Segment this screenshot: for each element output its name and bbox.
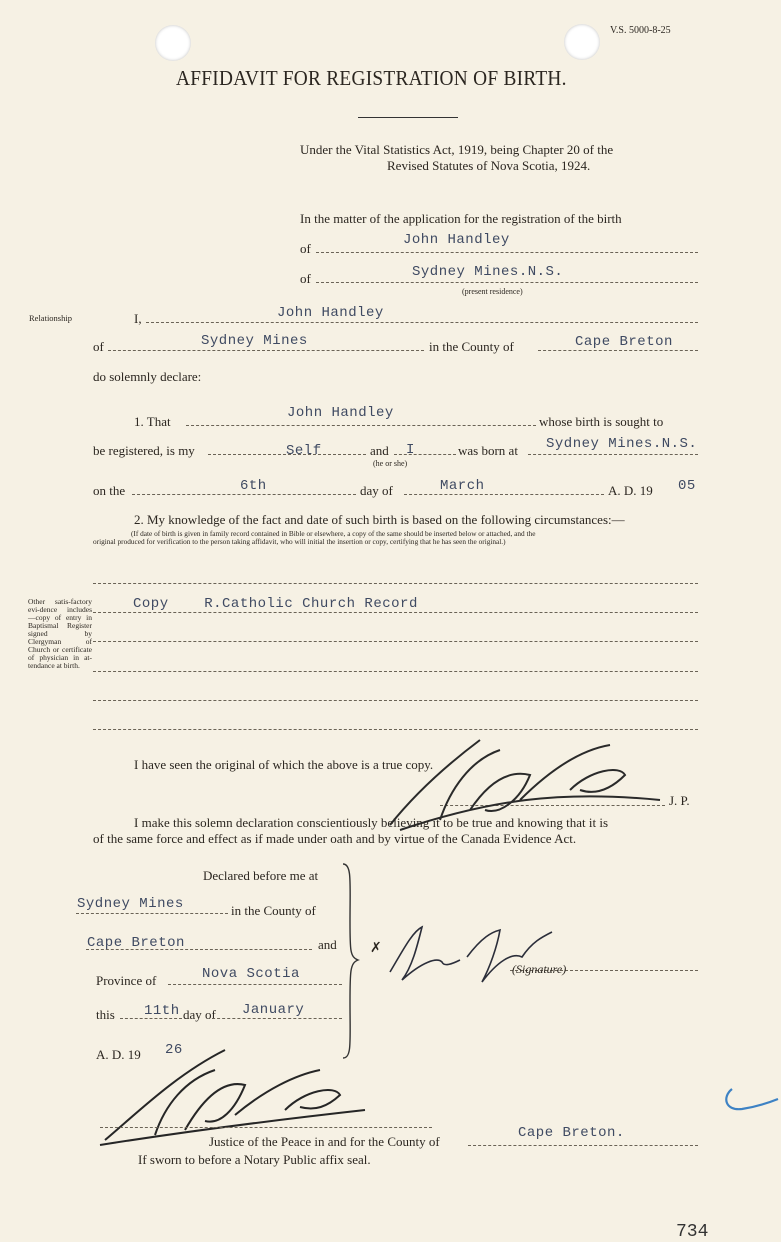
subject-name: John Handley [403,232,510,248]
evidence-line-3 [93,641,698,642]
form-title: AFFIDAVIT FOR REGISTRATION OF BIRTH. [176,66,567,90]
jp-label: J. P. [669,793,690,808]
title-rule [358,117,458,118]
matter-text: In the matter of the application for the registration of the birth [300,211,622,226]
and-label: and [318,937,337,952]
decl-place: Sydney Mines [77,896,184,912]
item1-birthplace-line [528,454,698,455]
justice-line-left [100,1127,432,1128]
item1-name: John Handley [287,405,394,421]
declarant-place-line [108,350,424,351]
item2-text: 2. My knowledge of the fact and date of such birth is based on the following circumstances:— [134,512,625,527]
subject-residence: Sydney Mines.N.S. [412,264,564,280]
item1-name-line [186,425,536,426]
signature-x: ✗ [370,941,382,956]
decl-month-line [212,1018,342,1019]
decl-year: 26 [165,1042,183,1058]
subject-residence-line [316,282,698,283]
he-or-she-label: (he or she) [373,459,408,468]
brace [340,862,362,1062]
declarant-county-line [538,350,698,351]
item1-pronoun: I [406,442,415,458]
declared-before: Declared before me at [203,868,319,883]
in-county-label: in the County of [429,339,514,354]
notary-label: If sworn to before a Notary Public affix seal. [138,1152,371,1167]
signature-label: (Signature) [512,962,567,976]
i-label: I, [134,311,142,326]
declarant-name: John Handley [277,305,384,321]
decl-county: Cape Breton [87,935,185,951]
declarant-county: Cape Breton [575,334,673,350]
justice-county-line [468,1145,698,1146]
solemnly-declare: do solemnly declare: [93,369,202,384]
decl-month: January [242,1002,305,1018]
evidence-line-4 [93,671,698,672]
punch-hole-right [564,24,600,60]
decl-day: 11th [144,1003,180,1019]
side-note: Other satis-factory evi-dence includes —copy of entry in Baptismal Register signed by Clergyman of Church or certificate of physician in at-tendance at birth. [28,597,92,670]
applicant-signature [382,922,562,992]
item1-ad: A. D. 19 [608,483,653,498]
item1-that: 1. That [134,414,171,429]
item1-relation: Self [286,443,322,459]
province-of: Province of [96,973,157,988]
relationship-label: Relationship [29,313,72,323]
item1-day-of: day of [360,483,393,498]
item2-note-2: original produced for verification to the person taking affidavit, who will initial the insertion or copy, certifying that he has seen the original.) [93,537,506,546]
form-code: V.S. 5000-8-25 [610,25,671,36]
item1-and: and [370,443,389,458]
decl-place-line [76,913,228,914]
of-label-2: of [300,271,311,286]
evidence-line-5 [93,700,698,701]
justice-label: Justice of the Peace in and for the County of [209,1134,440,1149]
blue-mark [720,1085,780,1115]
evidence-line-2 [93,612,698,613]
item1-pronoun-line [394,454,456,455]
item1-birthplace: Sydney Mines.N.S. [546,436,698,452]
page-number: 734 [676,1222,709,1242]
evidence-text: Copy R.Catholic Church Record [133,596,418,612]
ad-label: A. D. 19 [96,1047,141,1062]
declarant-name-line [146,322,698,323]
decl-day-of: day of [183,1007,216,1022]
item1-day: 6th [240,478,267,494]
item1-day-line [132,494,356,495]
justice-county: Cape Breton. [518,1125,625,1141]
decl-province: Nova Scotia [202,966,300,982]
declarant-place: Sydney Mines [201,333,308,349]
this-label: this [96,1007,115,1022]
item1-month-line [404,494,604,495]
seen-original: I have seen the original of which the above is a true copy. [134,757,434,772]
decl-in-county: in the County of [231,903,316,918]
decl-province-line [168,984,342,985]
item1-on-the: on the [93,483,126,498]
intro-line-1: Under the Vital Statistics Act, 1919, being Chapter 20 of the [300,142,614,157]
intro-line-2: Revised Statutes of Nova Scotia, 1924. [387,158,591,173]
item1-month: March [440,478,485,494]
item2-note-1: (If date of birth is given in family record contained in Bible or elsewhere, a copy of the same should be inserted below or attached, and the [131,529,536,538]
item1-year: 05 [678,478,696,494]
of-label-1: of [300,241,311,256]
declaration-line-1: I make this solemn declaration conscientiously believing it to be true and knowing that it is [134,815,609,830]
subject-name-line [316,252,698,253]
punch-hole-left [155,25,191,61]
of-label-3: of [93,339,104,354]
item1-registered: be registered, is my [93,443,195,458]
item1-was-born: was born at [458,443,518,458]
declaration-line-2: of the same force and effect as if made under oath and by virtue of the Canada Evidence Act. [93,831,577,846]
present-residence-label: (present residence) [462,287,523,296]
item1-whose: whose birth is sought to [539,414,664,429]
evidence-line-1 [93,583,698,584]
